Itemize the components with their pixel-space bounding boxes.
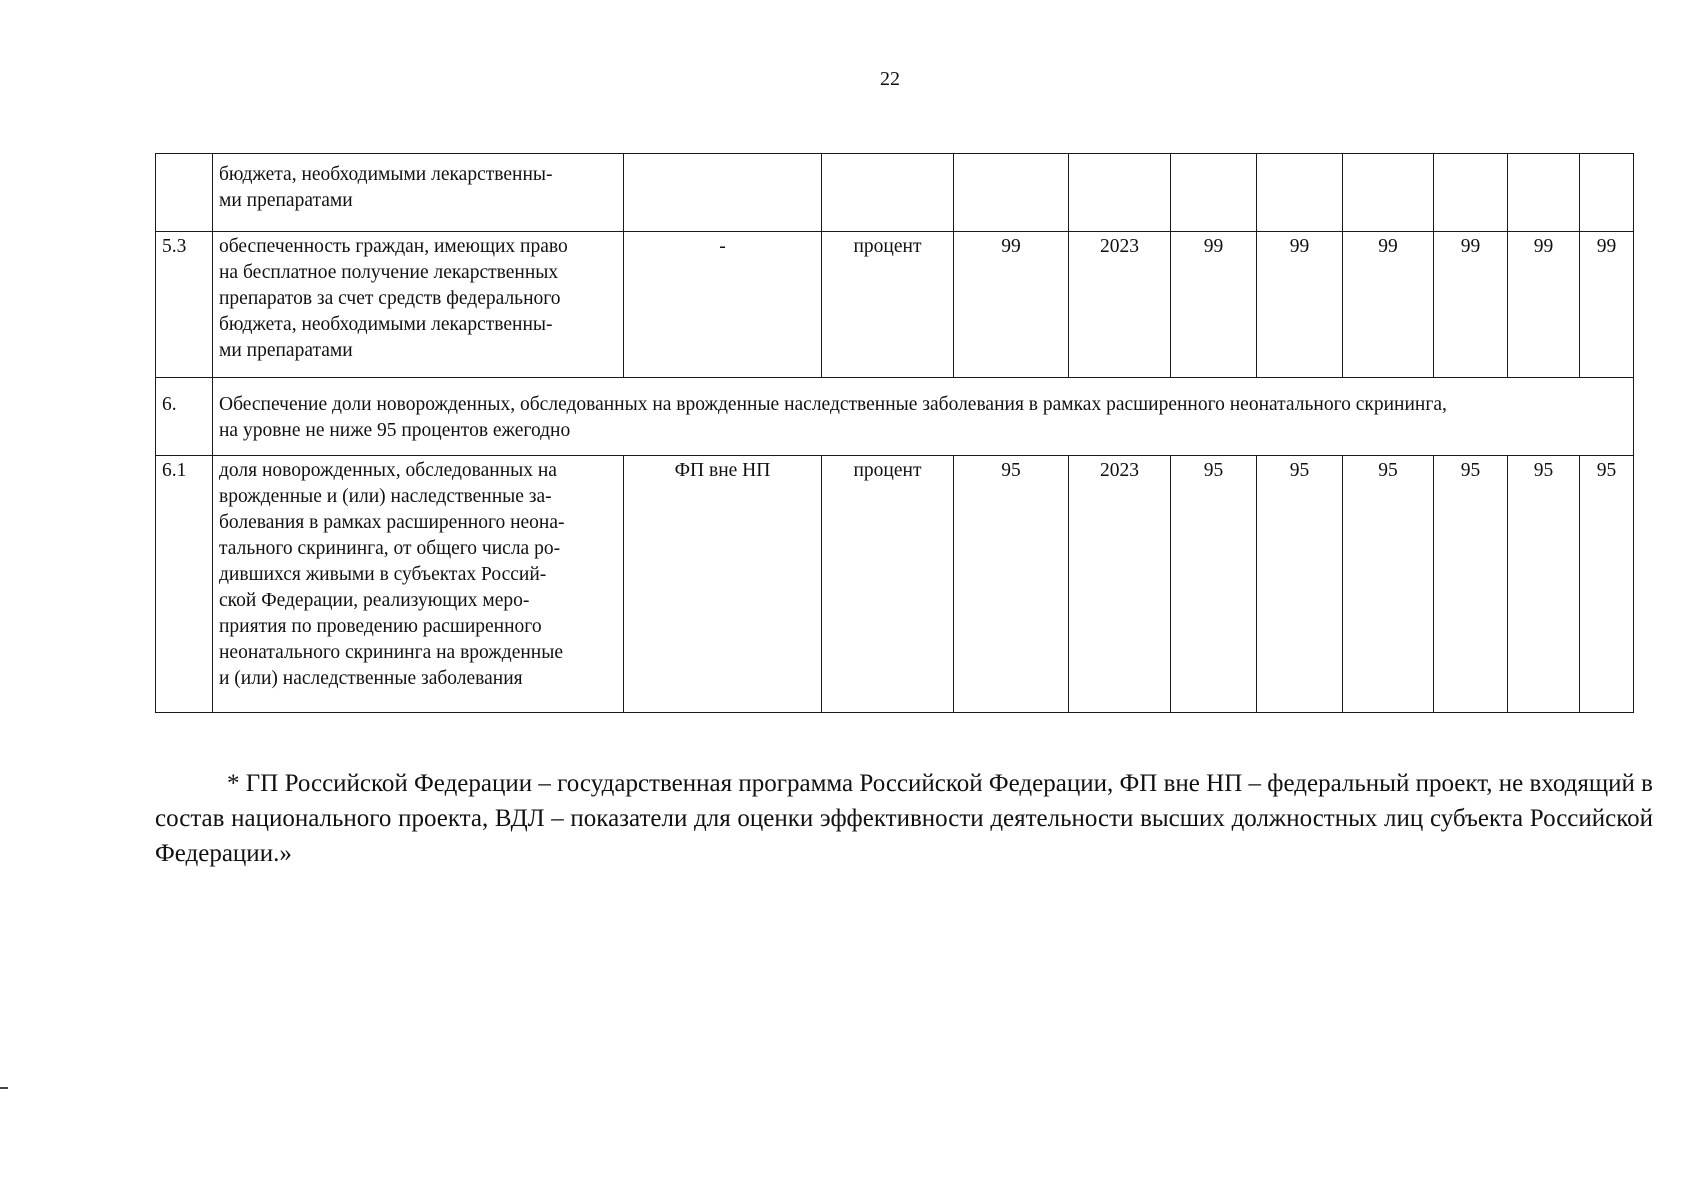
table-row-continuation	[156, 154, 1634, 232]
year-value-cell: 99	[1343, 232, 1434, 378]
year-value-cell: 99	[1257, 232, 1343, 378]
margin-scan-mark	[0, 1087, 8, 1089]
year-value-cell	[1580, 154, 1634, 232]
indicator-name-line: неонатального скрининга на врожденные	[219, 642, 563, 663]
source-cell: -	[624, 232, 822, 378]
indicator-name-line: препаратов за счет средств федерального	[219, 288, 561, 309]
year-value-cell: 95	[1580, 456, 1634, 713]
base-year-cell	[1069, 154, 1171, 232]
base-year-cell: 2023	[1069, 456, 1171, 713]
row-number-cell: 6.	[156, 378, 213, 456]
base-value-cell: 99	[954, 232, 1069, 378]
year-value-cell: 95	[1434, 456, 1508, 713]
indicator-name-line: приятия по проведению расширенного	[219, 616, 542, 637]
goal-text-line: на уровне не ниже 95 процентов ежегодно	[219, 420, 571, 441]
indicator-name-cell	[213, 232, 624, 378]
page-number: 22	[880, 68, 900, 90]
base-value-cell	[954, 154, 1069, 232]
year-value-cell	[1343, 154, 1434, 232]
year-value-cell	[1434, 154, 1508, 232]
indicator-name-line: тального скрининга, от общего числа ро-	[219, 538, 561, 559]
year-value-cell: 95	[1343, 456, 1434, 713]
year-value-cell: 99	[1508, 232, 1580, 378]
indicator-name-line: на бесплатное получение лекарственных	[219, 262, 559, 283]
indicator-name-line: бюджета, необходимыми лекарственны-	[219, 314, 553, 335]
year-value-cell	[1171, 154, 1257, 232]
indicator-name-line: и (или) наследственные заболевания	[219, 668, 523, 689]
table-row-goal-6	[156, 378, 1634, 456]
indicator-name-line: доля новорожденных, обследованных на	[219, 460, 557, 481]
source-cell	[624, 154, 822, 232]
indicator-name-line: ской Федерации, реализующих меро-	[219, 590, 530, 611]
indicator-name-line: бюджета, необходимыми лекарственны-	[219, 164, 553, 185]
row-number-cell: 5.3	[156, 232, 213, 378]
indicator-name-line: врожденные и (или) наследственные за-	[219, 486, 552, 507]
year-value-cell: 95	[1257, 456, 1343, 713]
indicator-name-line: болевания в рамках расширенного неона-	[219, 512, 565, 533]
indicators-table	[155, 153, 1634, 713]
table-row-5-3	[156, 232, 1634, 378]
indicator-name-line: ми препаратами	[219, 340, 353, 361]
unit-cell: процент	[822, 232, 954, 378]
indicator-name-cell	[213, 154, 624, 232]
year-value-cell: 95	[1171, 456, 1257, 713]
indicator-name-line: обеспеченность граждан, имеющих право	[219, 236, 568, 257]
row-number-cell: 6.1	[156, 456, 213, 713]
footnote: * ГП Российской Федерации – государственная программа Российской Федерации, ФП вне НП – федеральный проект, не входящий в состав национального проекта, ВДЛ – показатели для оценки эффективности деятельности высших должностных лиц субъекта Российской Федерации.»	[155, 770, 1653, 867]
row-number-cell	[156, 154, 213, 232]
unit-cell	[822, 154, 954, 232]
year-value-cell: 99	[1434, 232, 1508, 378]
source-cell: ФП вне НП	[624, 456, 822, 713]
goal-text-cell	[213, 378, 1634, 456]
indicator-name-line: ми препаратами	[219, 190, 353, 211]
table-row-6-1	[156, 456, 1634, 713]
goal-text-line: Обеспечение доли новорожденных, обследованных на врожденные наследственные заболевания в рамках расширенного неонатального скрининга,	[219, 394, 1447, 415]
year-value-cell	[1257, 154, 1343, 232]
indicator-name-line: дившихся живыми в субъектах Россий-	[219, 564, 547, 585]
year-value-cell: 99	[1171, 232, 1257, 378]
year-value-cell: 95	[1508, 456, 1580, 713]
base-year-cell: 2023	[1069, 232, 1171, 378]
base-value-cell: 95	[954, 456, 1069, 713]
year-value-cell	[1508, 154, 1580, 232]
unit-cell: процент	[822, 456, 954, 713]
year-value-cell: 99	[1580, 232, 1634, 378]
indicator-name-cell	[213, 456, 624, 713]
